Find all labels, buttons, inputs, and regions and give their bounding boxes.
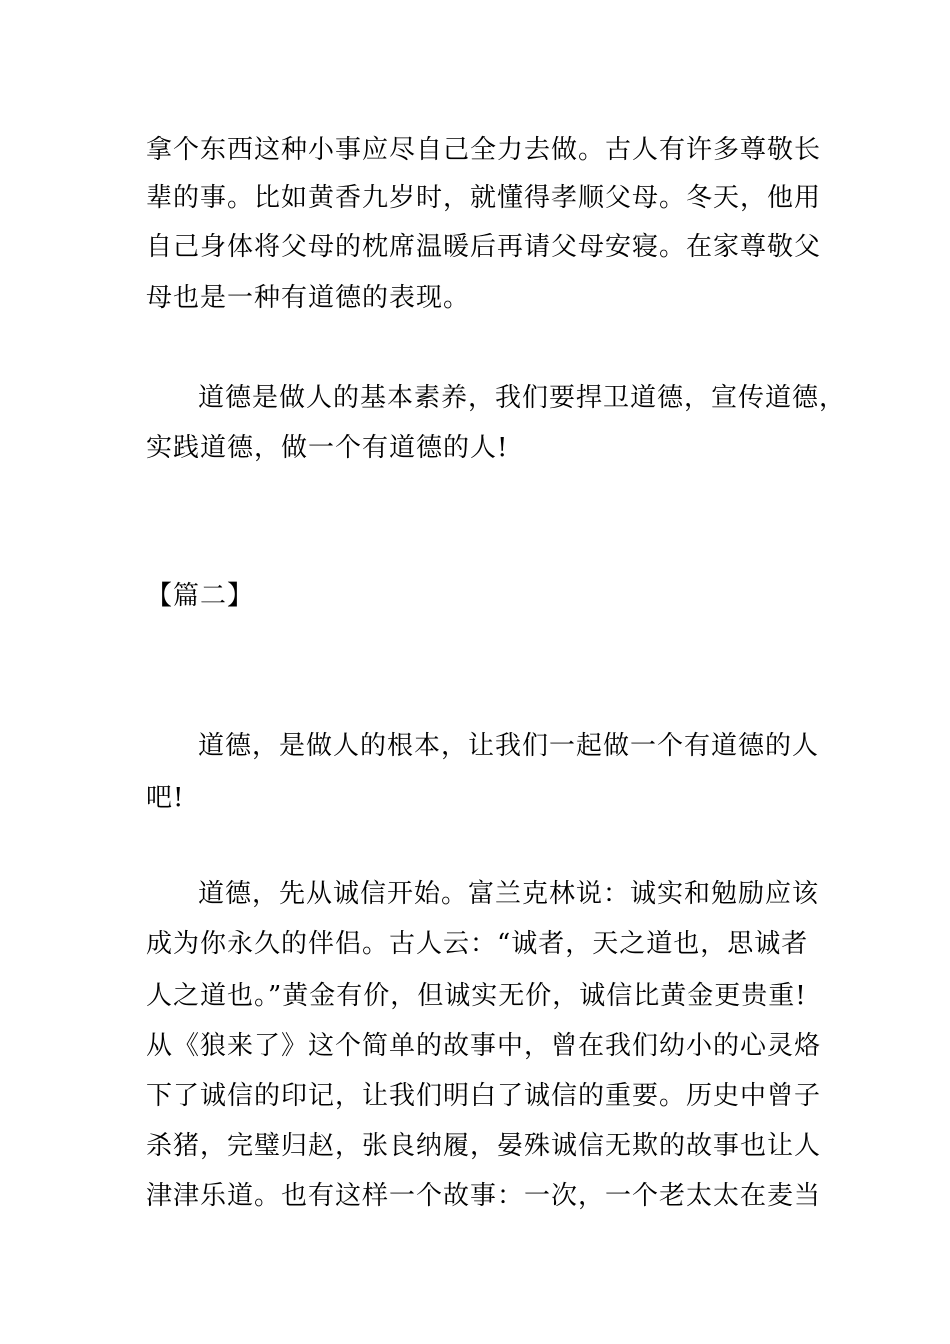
text-line: 道德是做人的基本素养，我们要捍卫道德，宣传道德， <box>198 383 847 413</box>
text-line: 人之道也。”黄金有价，但诚实无价，诚信比黄金更贵重! <box>146 981 807 1011</box>
text-line: 自己身体将父母的枕席温暖后再请父母安寝。在家尊敬父 <box>146 232 822 262</box>
text-line: 成为你永久的伴侣。古人云：“诚者，天之道也，思诚者 <box>146 929 809 959</box>
text-line: 从《狼来了》这个简单的故事中，曾在我们幼小的心灵烙 <box>146 1031 822 1061</box>
text-line: 母也是一种有道德的表现。 <box>146 283 471 313</box>
text-line: 实践道德，做一个有道德的人! <box>146 433 509 463</box>
section-heading: 【篇二】 <box>146 581 255 611</box>
text-line: 拿个东西这种小事应尽自己全力去做。古人有许多尊敬长 <box>146 135 822 165</box>
text-line: 杀猪，完璧归赵，张良纳履，晏殊诚信无欺的故事也让人 <box>146 1131 822 1161</box>
text-line: 辈的事。比如黄香九岁时，就懂得孝顺父母。冬天，他用 <box>146 183 822 213</box>
text-line: 道德，是做人的根本，让我们一起做一个有道德的人 <box>198 731 820 761</box>
text-line: 津津乐道。也有这样一个故事：一次，一个老太太在麦当 <box>146 1181 822 1211</box>
text-line: 下了诚信的印记，让我们明白了诚信的重要。历史中曾子 <box>146 1081 822 1111</box>
text-line: 道德，先从诚信开始。富兰克林说：诚实和勉励应该 <box>198 879 820 909</box>
text-line: 吧! <box>146 783 185 813</box>
